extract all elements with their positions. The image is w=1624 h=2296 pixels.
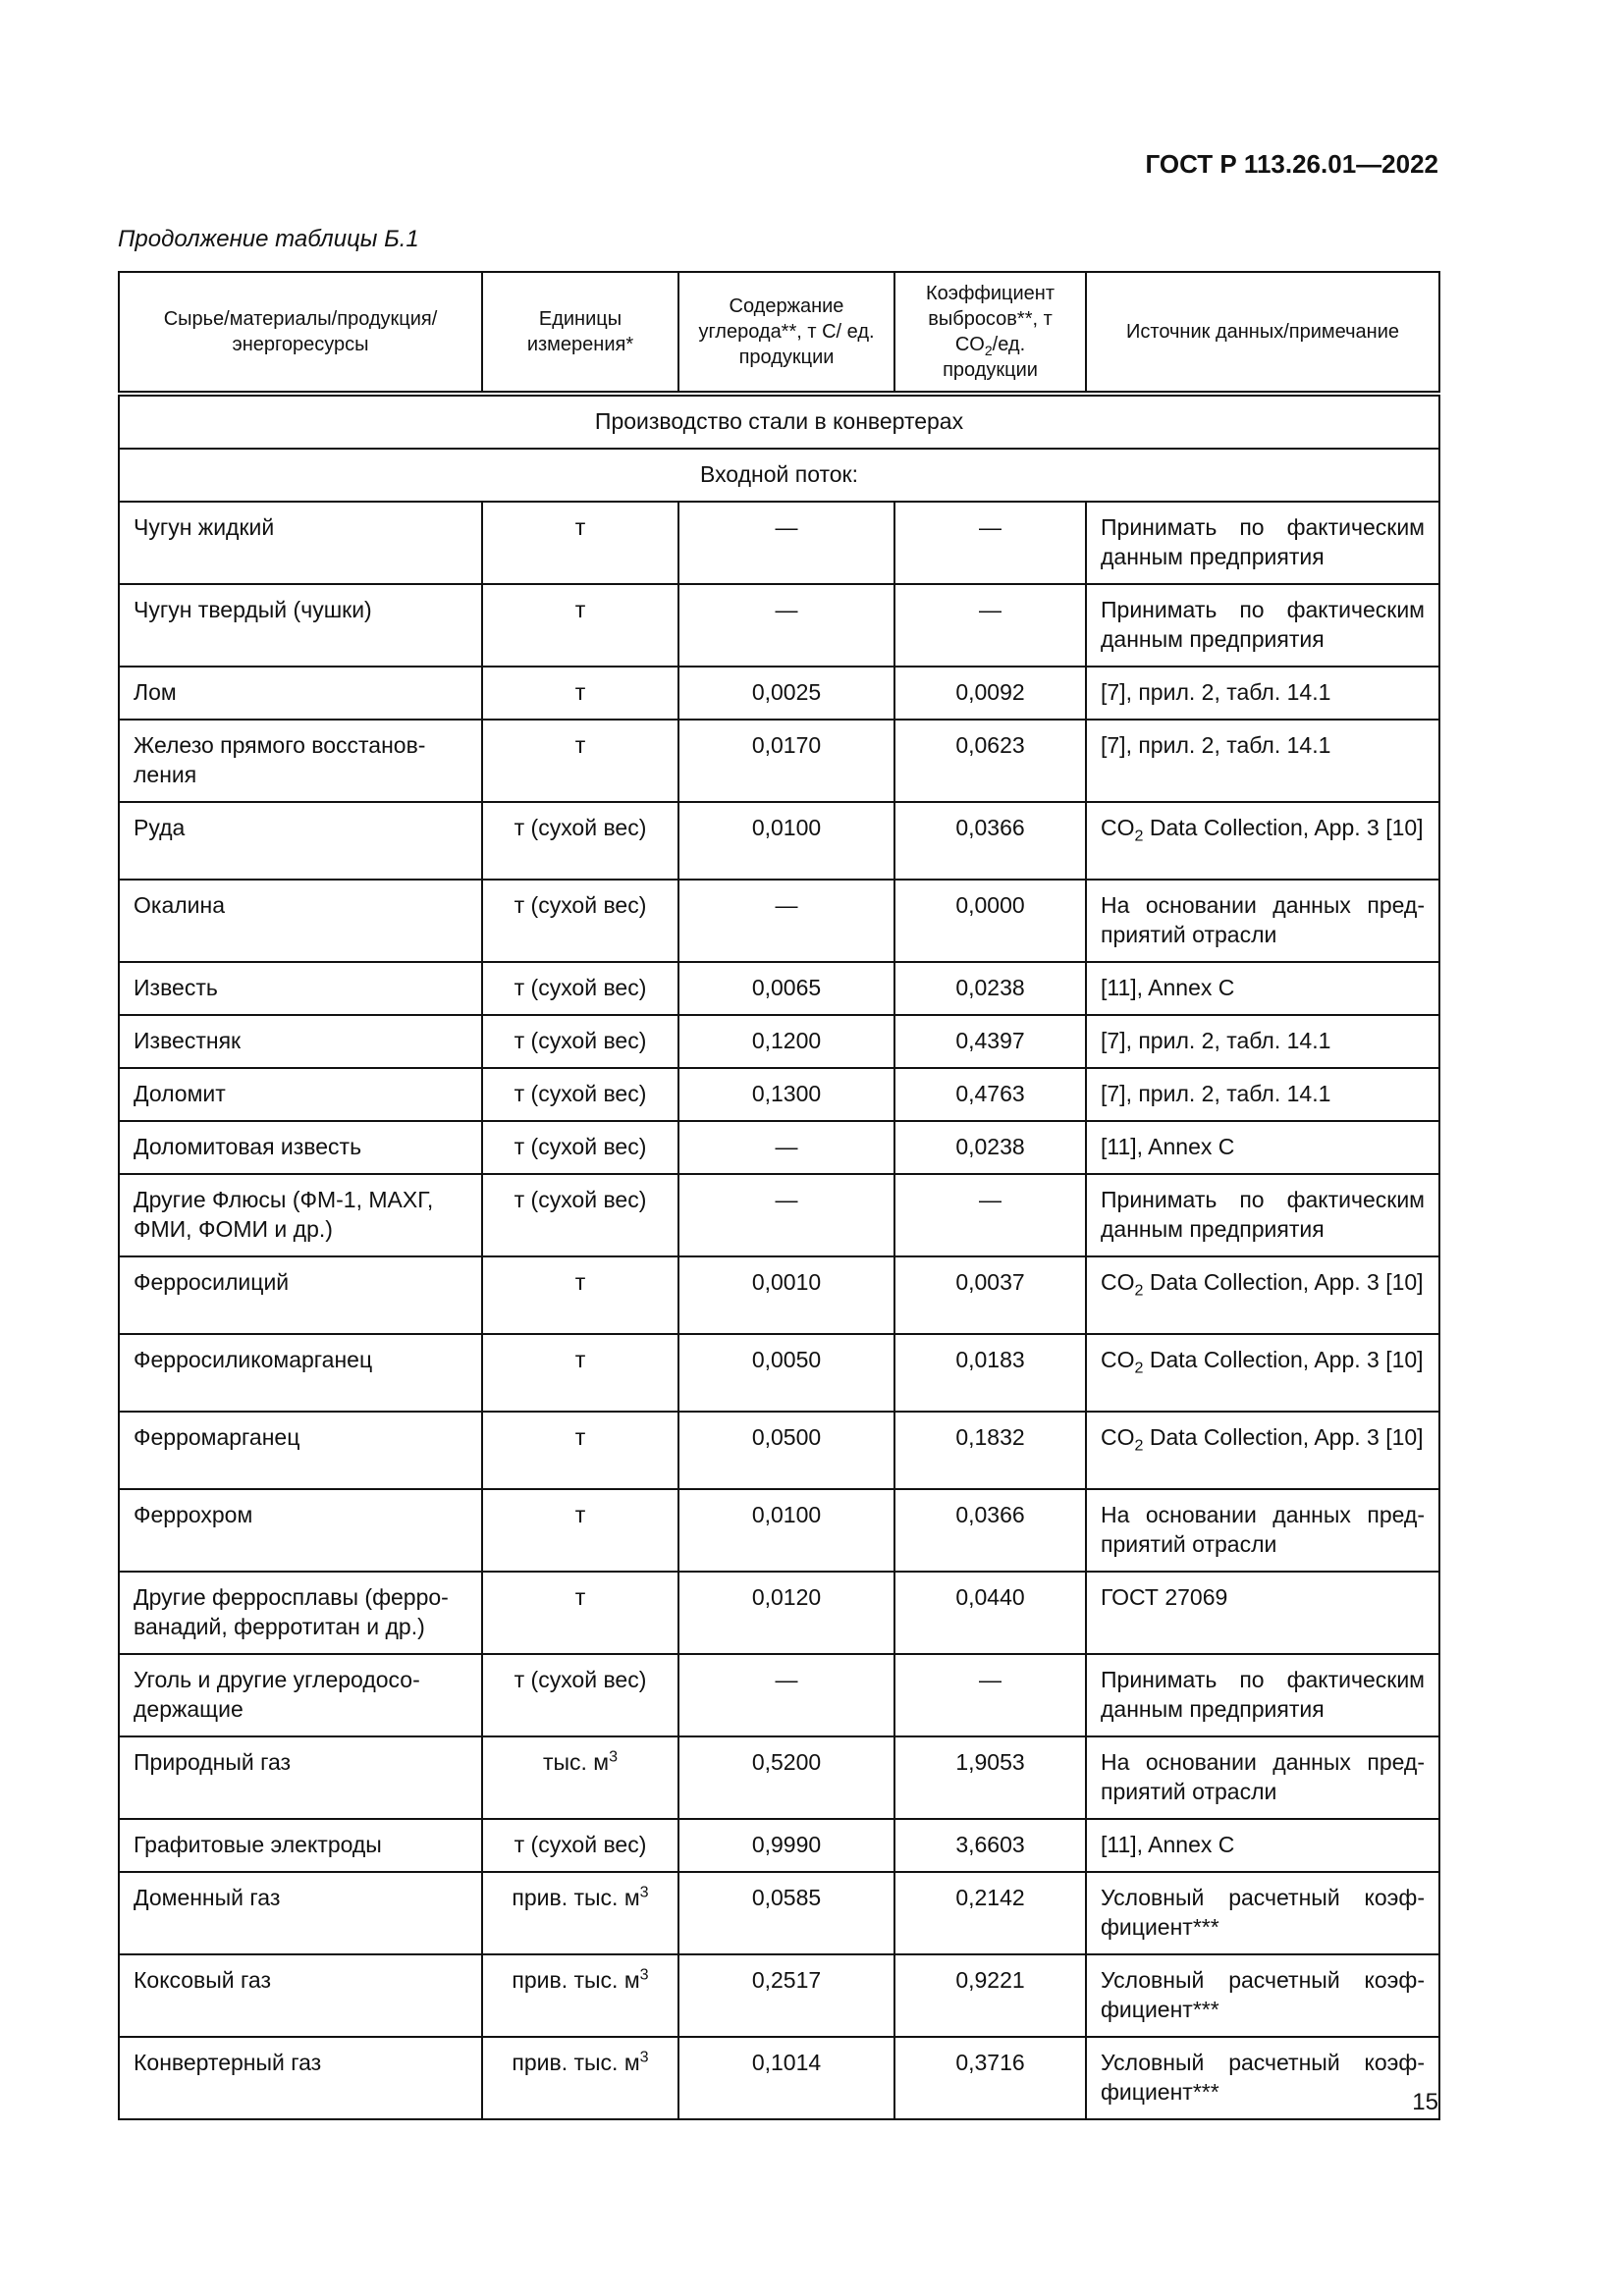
- unit-text: т: [574, 732, 586, 758]
- emission-factor: —: [894, 584, 1086, 667]
- emission-factor: 3,6603: [894, 1819, 1086, 1872]
- carbon-content: 0,0100: [678, 1489, 894, 1572]
- source-text: CO: [1101, 815, 1135, 840]
- table-row: [119, 1872, 1439, 1954]
- unit-text: т (сухой вес): [514, 1028, 647, 1053]
- emission-factor: 0,0238: [894, 962, 1086, 1015]
- unit-superscript: 3: [639, 1965, 649, 1984]
- source-text: Условный расчетный коэф-фициент***: [1101, 1885, 1425, 1940]
- source-text: [11], Annex C: [1101, 1832, 1235, 1857]
- unit-cell: [482, 1412, 678, 1489]
- unit-cell: [482, 1174, 678, 1256]
- source-text: [7], прил. 2, табл. 14.1: [1101, 1028, 1331, 1053]
- source-text: CO: [1101, 1424, 1135, 1450]
- column-header-source: Источник данных/примечание: [1086, 272, 1439, 394]
- unit-cell: [482, 1872, 678, 1954]
- table-row: [119, 502, 1439, 584]
- unit-cell: [482, 584, 678, 667]
- material-name: Ферросилиций: [119, 1256, 482, 1334]
- source-text: На основании данных пред-приятий отрасли: [1101, 892, 1425, 947]
- source-tail: Data Collection, App. 3 [10]: [1143, 815, 1424, 840]
- factor-header-text: Коэффициент выбросов**, т CO: [925, 283, 1055, 355]
- section-title: Производство стали в конвертерах: [119, 394, 1439, 449]
- source-subscript: 2: [1134, 1281, 1144, 1300]
- data-source: [1086, 1412, 1439, 1489]
- carbon-content: 0,0025: [678, 667, 894, 720]
- source-subscript: 2: [1134, 827, 1144, 845]
- subsection-row: [119, 449, 1439, 502]
- unit-cell: [482, 962, 678, 1015]
- carbon-content: 0,0585: [678, 1872, 894, 1954]
- source-subscript: 2: [1134, 1359, 1144, 1377]
- unit-text: т: [574, 1502, 586, 1527]
- material-name: Уголь и другие углеродосо-держащие: [119, 1654, 482, 1736]
- carbon-content: —: [678, 1654, 894, 1736]
- unit-text: т (сухой вес): [514, 1134, 647, 1159]
- emission-factor: 0,0238: [894, 1121, 1086, 1174]
- unit-superscript: 3: [639, 2048, 649, 2066]
- source-text: [7], прил. 2, табл. 14.1: [1101, 732, 1331, 758]
- emission-factor: 0,4397: [894, 1015, 1086, 1068]
- table-row: [119, 1015, 1439, 1068]
- document-code: ГОСТ Р 113.26.01—2022: [1145, 149, 1438, 179]
- unit-cell: [482, 802, 678, 880]
- source-tail: Data Collection, App. 3 [10]: [1143, 1424, 1424, 1450]
- unit-cell: [482, 1256, 678, 1334]
- source-text: [7], прил. 2, табл. 14.1: [1101, 679, 1331, 705]
- unit-cell: [482, 1954, 678, 2037]
- table-row: [119, 962, 1439, 1015]
- source-tail: Data Collection, App. 3 [10]: [1143, 1269, 1424, 1295]
- table-row: [119, 1489, 1439, 1572]
- unit-text: т (сухой вес): [514, 975, 647, 1000]
- carbon-content: —: [678, 584, 894, 667]
- subsection-title: Входной поток:: [119, 449, 1439, 502]
- factor-header-tail: /ед. продукции: [943, 334, 1038, 381]
- carbon-content: 0,1300: [678, 1068, 894, 1121]
- carbon-content: 0,9990: [678, 1819, 894, 1872]
- emission-factor: 0,0000: [894, 880, 1086, 962]
- data-source: [1086, 584, 1439, 667]
- section-row: [119, 394, 1439, 449]
- emission-factor: 0,0183: [894, 1334, 1086, 1412]
- table-row: [119, 1736, 1439, 1819]
- data-source: [1086, 1489, 1439, 1572]
- emission-factor: 1,9053: [894, 1736, 1086, 1819]
- unit-cell: [482, 1121, 678, 1174]
- carbon-content: 0,2517: [678, 1954, 894, 2037]
- emission-factor: 0,0037: [894, 1256, 1086, 1334]
- carbon-content: 0,0500: [678, 1412, 894, 1489]
- column-header-unit: Единицы измерения*: [482, 272, 678, 394]
- emission-factor: 0,9221: [894, 1954, 1086, 2037]
- unit-text: т: [574, 1269, 586, 1295]
- material-name: Лом: [119, 667, 482, 720]
- emission-factor: —: [894, 1174, 1086, 1256]
- material-name: Доломитовая известь: [119, 1121, 482, 1174]
- unit-text: тыс. м: [542, 1749, 610, 1775]
- material-name: Другие ферросплавы (ферро-ванадий, ферротитан и др.): [119, 1572, 482, 1654]
- column-header-carbon: Содержание углерода**, т С/ ед. продукции: [678, 272, 894, 394]
- unit-cell: [482, 1819, 678, 1872]
- material-name: Ферромарганец: [119, 1412, 482, 1489]
- source-text: Принимать по фактическим данным предприятия: [1101, 1667, 1425, 1722]
- source-text: Принимать по фактическим данным предприятия: [1101, 597, 1425, 652]
- table-row: [119, 720, 1439, 802]
- source-text: На основании данных пред-приятий отрасли: [1101, 1502, 1425, 1557]
- table-row: [119, 802, 1439, 880]
- data-source: [1086, 1572, 1439, 1654]
- emission-factor: 0,0366: [894, 1489, 1086, 1572]
- material-name: Другие Флюсы (ФМ-1, МАХГ, ФМИ, ФОМИ и др.): [119, 1174, 482, 1256]
- emission-factor: 0,0623: [894, 720, 1086, 802]
- source-text: [7], прил. 2, табл. 14.1: [1101, 1081, 1331, 1106]
- data-source: [1086, 720, 1439, 802]
- carbon-content: 0,5200: [678, 1736, 894, 1819]
- data-source: [1086, 1819, 1439, 1872]
- unit-text: прив. тыс. м: [512, 2050, 640, 2075]
- carbon-content: 0,0050: [678, 1334, 894, 1412]
- table-row: [119, 1654, 1439, 1736]
- unit-text: прив. тыс. м: [512, 1967, 640, 1993]
- unit-text: т (сухой вес): [514, 1667, 647, 1692]
- source-text: Условный расчетный коэф-фициент***: [1101, 1967, 1425, 2022]
- unit-text: т: [574, 514, 586, 540]
- source-text: [11], Annex C: [1101, 975, 1235, 1000]
- unit-text: т: [574, 597, 586, 622]
- material-name: Чугун твердый (чушки): [119, 584, 482, 667]
- source-text: Принимать по фактическим данным предприятия: [1101, 1187, 1425, 1242]
- table-row: [119, 1819, 1439, 1872]
- emission-factor: 0,2142: [894, 1872, 1086, 1954]
- emission-factor: 0,4763: [894, 1068, 1086, 1121]
- data-source: [1086, 1334, 1439, 1412]
- unit-cell: [482, 1334, 678, 1412]
- unit-cell: [482, 880, 678, 962]
- emission-factor: 0,3716: [894, 2037, 1086, 2119]
- data-source: [1086, 1256, 1439, 1334]
- source-tail: Data Collection, App. 3 [10]: [1143, 1347, 1424, 1372]
- data-source: [1086, 1015, 1439, 1068]
- unit-cell: [482, 502, 678, 584]
- table-header-row: [119, 272, 1439, 394]
- source-subscript: 2: [1134, 1436, 1144, 1455]
- material-name: Окалина: [119, 880, 482, 962]
- material-name: Ферросиликомарганец: [119, 1334, 482, 1412]
- table-row: [119, 880, 1439, 962]
- material-name: Феррохром: [119, 1489, 482, 1572]
- unit-text: т (сухой вес): [514, 1081, 647, 1106]
- material-name: Железо прямого восстанов-ления: [119, 720, 482, 802]
- carbon-content: —: [678, 1174, 894, 1256]
- column-header-material: Сырье/материалы/продукция/ энергоресурсы: [119, 272, 482, 394]
- table-row: [119, 584, 1439, 667]
- unit-cell: [482, 2037, 678, 2119]
- source-text: CO: [1101, 1269, 1135, 1295]
- source-text: Условный расчетный коэф-фициент***: [1101, 2050, 1425, 2105]
- emission-factor: —: [894, 1654, 1086, 1736]
- unit-cell: [482, 667, 678, 720]
- unit-cell: [482, 1736, 678, 1819]
- carbon-content: —: [678, 1121, 894, 1174]
- carbon-content: —: [678, 502, 894, 584]
- emission-factor: 0,0366: [894, 802, 1086, 880]
- unit-text: т: [574, 1347, 586, 1372]
- data-source: [1086, 1736, 1439, 1819]
- table-row: [119, 1334, 1439, 1412]
- emission-factor: 0,0440: [894, 1572, 1086, 1654]
- table-row: [119, 1068, 1439, 1121]
- data-source: [1086, 962, 1439, 1015]
- unit-text: т (сухой вес): [514, 815, 647, 840]
- material-name: Известь: [119, 962, 482, 1015]
- source-text: На основании данных пред-приятий отрасли: [1101, 1749, 1425, 1804]
- material-name: Чугун жидкий: [119, 502, 482, 584]
- unit-cell: [482, 1572, 678, 1654]
- material-name: Коксовый газ: [119, 1954, 482, 2037]
- material-name: Известняк: [119, 1015, 482, 1068]
- unit-text: т (сухой вес): [514, 1187, 647, 1212]
- carbon-content: 0,0065: [678, 962, 894, 1015]
- material-name: Доменный газ: [119, 1872, 482, 1954]
- data-source: [1086, 1068, 1439, 1121]
- material-name: Графитовые электроды: [119, 1819, 482, 1872]
- unit-text: т: [574, 1584, 586, 1610]
- data-source: [1086, 667, 1439, 720]
- unit-cell: [482, 1068, 678, 1121]
- carbon-content: 0,0120: [678, 1572, 894, 1654]
- unit-text: т: [574, 679, 586, 705]
- unit-cell: [482, 1654, 678, 1736]
- table-row: [119, 1572, 1439, 1654]
- unit-superscript: 3: [639, 1883, 649, 1901]
- material-name: Руда: [119, 802, 482, 880]
- carbon-content: 0,1200: [678, 1015, 894, 1068]
- source-text: Принимать по фактическим данным предприятия: [1101, 514, 1425, 569]
- data-source: [1086, 502, 1439, 584]
- data-source: [1086, 1872, 1439, 1954]
- unit-text: т (сухой вес): [514, 1832, 647, 1857]
- data-source: [1086, 1954, 1439, 2037]
- source-text: CO: [1101, 1347, 1135, 1372]
- material-name: Природный газ: [119, 1736, 482, 1819]
- data-source: [1086, 802, 1439, 880]
- data-source: [1086, 1174, 1439, 1256]
- table-row: [119, 1412, 1439, 1489]
- emission-factor: 0,0092: [894, 667, 1086, 720]
- unit-text: т: [574, 1424, 586, 1450]
- material-name: Доломит: [119, 1068, 482, 1121]
- unit-text: т (сухой вес): [514, 892, 647, 918]
- table-row: [119, 1121, 1439, 1174]
- material-name: Конвертерный газ: [119, 2037, 482, 2119]
- page-number: 15: [1412, 2089, 1438, 2115]
- carbon-content: —: [678, 880, 894, 962]
- table-caption: Продолжение таблицы Б.1: [118, 226, 419, 252]
- table-row: [119, 1256, 1439, 1334]
- emissions-table: [118, 271, 1440, 2120]
- emission-factor: —: [894, 502, 1086, 584]
- carbon-content: 0,1014: [678, 2037, 894, 2119]
- unit-cell: [482, 720, 678, 802]
- factor-header-sub: 2: [984, 343, 993, 358]
- source-text: [11], Annex C: [1101, 1134, 1235, 1159]
- table-row: [119, 667, 1439, 720]
- unit-cell: [482, 1489, 678, 1572]
- table-row: [119, 1174, 1439, 1256]
- data-source: [1086, 1654, 1439, 1736]
- carbon-content: 0,0100: [678, 802, 894, 880]
- column-header-factor: [894, 272, 1086, 394]
- data-source: [1086, 880, 1439, 962]
- unit-superscript: 3: [609, 1747, 619, 1766]
- table-row: [119, 1954, 1439, 2037]
- emission-factor: 0,1832: [894, 1412, 1086, 1489]
- data-source: [1086, 1121, 1439, 1174]
- unit-text: прив. тыс. м: [512, 1885, 640, 1910]
- source-text: ГОСТ 27069: [1101, 1584, 1228, 1610]
- unit-cell: [482, 1015, 678, 1068]
- carbon-content: 0,0010: [678, 1256, 894, 1334]
- carbon-content: 0,0170: [678, 720, 894, 802]
